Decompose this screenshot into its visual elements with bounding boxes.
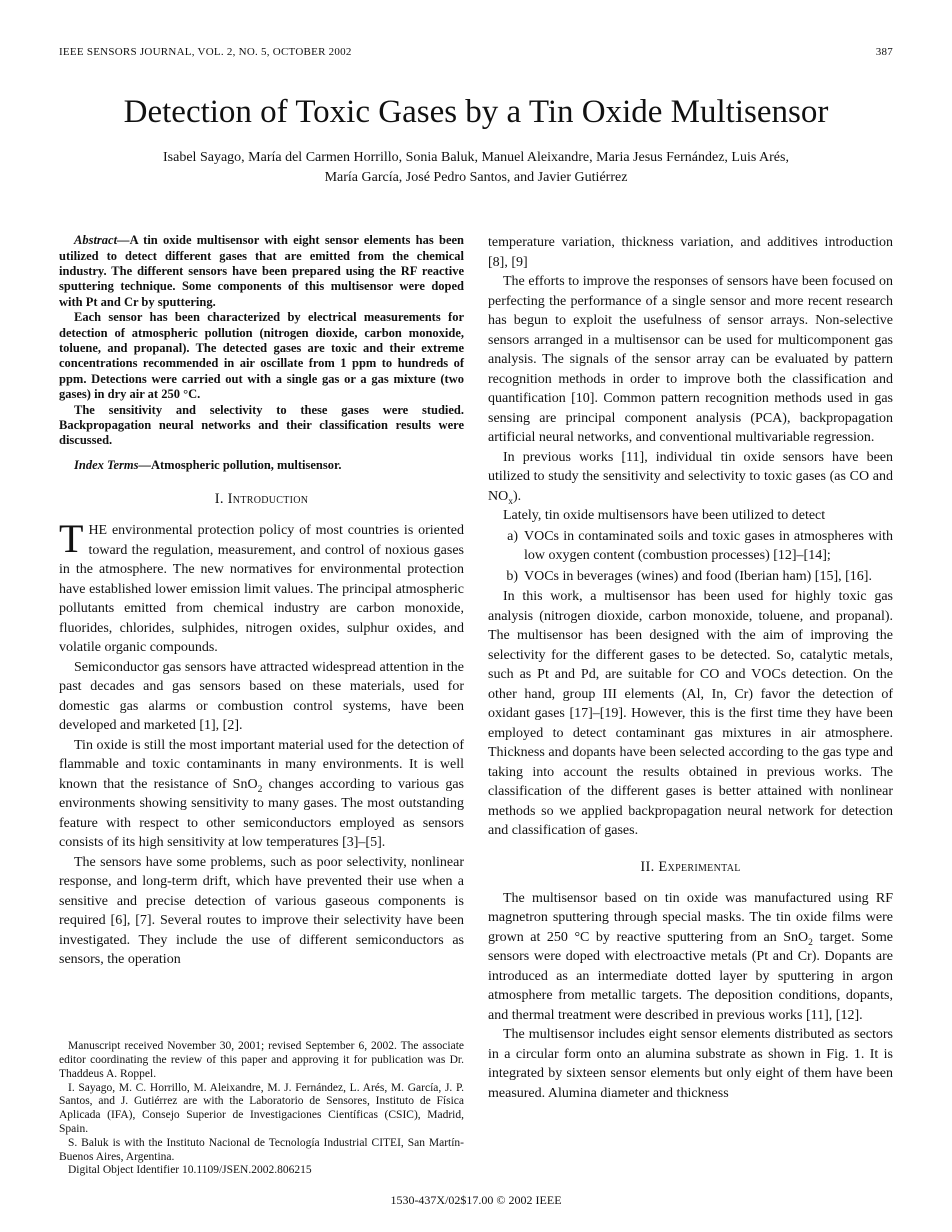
right-paragraph-5: In this work, a multisensor has been used for highly toxic gas analysis (nitrogen dioxide, carbon monoxide, toluene, and propanal). The multisensor has been designed with the aim of improving the selectivity for the different gases to be detected. So, catalytic metals, such as Pt and Pd, are suitable for CO and VOCs detection. On the other hand, group III elements (Al, In, Cr) favor the detection of oxidant gases [17]–[19]. However, this is the first time they have been employed to detect contaminant gas mixtures in air atmosphere. Thickness and dopants have been selected according to the gas type and taking into account the results obtained in previous works. The classification of the different gases is better attained with nonlinear methods so we applied backpropagation neural network for detection and classification of gases. [488,589,893,839]
right-paragraph-4: Lately, tin oxide multisensors have been utilized to detect [503,508,826,524]
right-paragraph-3 [488,448,893,507]
right-paragraph-3-text-b: ). [513,488,522,504]
right-paragraph-3-text-a: In previous works [11], individual tin oxide sensors have been utilized to study the sensitivity and selectivity to toxic gases (as CO and NO [488,449,893,504]
section-heading-introduction: I. Introduction [214,491,309,508]
index-terms [59,458,464,473]
abstract-paragraph-1 [59,233,464,310]
subscript-sno2: 2 [257,784,263,795]
intro-paragraph-1-text: HE environmental protection policy of most countries is oriented toward the regulation, measurement, and control of noxious gases in the atmosphere. The new normatives for environmental protection have established lower emission limit values. The principal atmospheric pollutants emitted from chemical industry are carbon monoxide, fluorides, chlorides, sulphides, nitrogen oxides, sulphur oxides, and volatile organic compounds. [59,523,464,656]
first-page-footnote [59,1032,464,1178]
authors-line-1: Isabel Sayago, María del Carmen Horrillo, Sonia Baluk, Manuel Aleixandre, Maria Jesus Fernández, Luis Arés, [163,150,789,165]
intro-paragraph-3-text-b: changes according to various gas environments showing sensitivity to many gases. The most outstanding feature with respect to other semiconductors employed as sensors consists of its high sensitivity at low temperatures [3]–[5]. [59,776,464,851]
two-column-body [59,233,893,1178]
list-item-b [502,567,893,587]
experimental-paragraph-1-text-b: target. Some sensors were doped with electroactive metals (Pt and Cr). Dopants are introduced as an intermediate dotted layer by sputtering in argon atmosphere from metallic targets. The deposition conditions, dopants, and thermal treatment were described in previous works [11], [12]. [488,929,893,1023]
authors-line-2: María García, José Pedro Santos, and Javier Gutiérrez [324,169,628,185]
footnote-affiliation-2: S. Baluk is with the Instituto Nacional de Tecnología Industrial CITEI, San Martín-Buenos Aires, Argentina. [59,1136,464,1163]
list-text-b: VOCs in beverages (wines) and food (Iberian ham) [15], [16]. [524,568,872,584]
abstract-text-1: A tin oxide multisensor with eight sensor elements has been utilized to detect different gases that are emitted from the chemical industry. The different sensors have been prepared using the RF reactive sputtering technique. Some components of this multisensor were doped with Pt and Cr by sputtering. [59,233,464,309]
right-paragraph-1: temperature variation, thickness variation, and additives introduction [8], [9] [488,235,893,270]
journal-header-text: IEEE SENSORS JOURNAL, VOL. 2, NO. 5, OCTOBER 2002 [59,46,352,58]
list-label-b: b) [506,568,518,584]
subscript-nox: x [508,496,513,507]
abstract-lead: Abstract— [74,233,130,248]
dropcap-letter: T [59,516,84,562]
author-list [59,148,893,187]
running-header [59,46,893,58]
subscript-sno2-experimental: 2 [808,937,813,948]
abstract-paragraph-2: Each sensor has been characterized by electrical measurements for detection of atmospheric pollution (nitrogen dioxide, carbon monoxide, toluene, and propanal). The detected gases are toxic and their extreme concentrations recommended in air oscillate from 1 ppm to hundreds of ppm. Detections were carried out with a single gas or a gas mixture (two gases) in dry air at 250 °C. [59,310,464,402]
footnote-doi: Digital Object Identifier 10.1109/JSEN.2002.806215 [68,1164,312,1177]
experimental-paragraph-2: The multisensor includes eight sensor elements distributed as sectors in a circular form onto an alumina substrate as shown in Fig. 1. It is integrated by sixteen sensor elements but only eight of them have been measured. Alumina diameter and thickness [488,1027,893,1101]
intro-paragraph-4: The sensors have some problems, such as poor selectivity, nonlinear response, and long-term drift, which have prevented their use when a sensitive and precise detection of various gaseous components is required [6], [7]. Several routes to improve their selectivity have been investigated. They include the use of different semiconductors as sensors, the operation [59,854,464,968]
intro-paragraph-1 [59,516,464,658]
experimental-paragraph-1 [488,889,893,1026]
index-terms-lead: Index Terms— [74,457,151,472]
list-text-a: VOCs in contaminated soils and toxic gases in atmospheres with low oxygen content (combustion processes) [12]–[14]; [524,528,893,564]
list-label-a: a) [507,528,518,544]
list-item-a [502,527,893,566]
right-column [488,233,893,1178]
page-number: 387 [875,46,893,58]
footnote-affiliation-1: I. Sayago, M. C. Horrillo, M. Aleixandre, M. J. Fernández, L. Arés, M. García, J. P. Santos, and J. Gutiérrez are with the Laboratorio de Sensores, Instituto de Física Aplicada (IFA), Consejo Superior de Investigaciones Científicas (CSIC), Madrid, Spain. [59,1081,464,1135]
intro-paragraph-3-text-a: Tin oxide is still the most important material used for the detection of flammable and toxic contaminants in many environments. It is well known that the resistance of SnO [59,737,464,792]
paper-title: Detection of Toxic Gases by a Tin Oxide Multisensor [123,94,829,130]
intro-paragraph-3 [59,736,464,853]
right-paragraph-2: The efforts to improve the responses of sensors have been focused on perfecting the performance of a single sensor and more recent research has begun to exploit the usefulness of sensor arrays. Non-selective sensors arranged in a multisensor can be used for multicomponent gas analysis. The signals of the sensor array can be evaluated by pattern recognition methods in order to improve both the classification and quantification [10]. Common pattern recognition methods used in gas sensing are principal component analysis (PCA), backpropagation artificial neural networks, and conventional multivariable regression. [488,274,893,446]
intro-paragraph-2: Semiconductor gas sensors have attracted widespread attention in the past decades and gas sensors based on these materials, used for domestic gas alarms or combustion control systems, have been developed and marketed [1], [2]. [59,659,464,734]
footnote-manuscript-received: Manuscript received November 30, 2001; revised September 6, 2002. The associate editor coordinating the review of this paper and approving it for publication was Dr. Thaddeus A. Roppel. [59,1040,464,1080]
copyright-footer: 1530-437X/02$17.00 © 2002 IEEE [390,1193,562,1207]
experimental-paragraph-1-text-a: The multisensor based on tin oxide was manufactured using RF magnetron sputtering through special masks. The tin oxide films were grown at 250 °C by reactive sputtering from an SnO [488,890,893,945]
abstract-paragraph-3: The sensitivity and selectivity to these gases were studied. Backpropagation neural networks and their classification results were discussed. [59,402,464,448]
section-heading-experimental: II. Experimental [640,858,741,875]
left-column [59,233,464,1178]
index-terms-text: Atmospheric pollution, multisensor. [150,457,342,472]
